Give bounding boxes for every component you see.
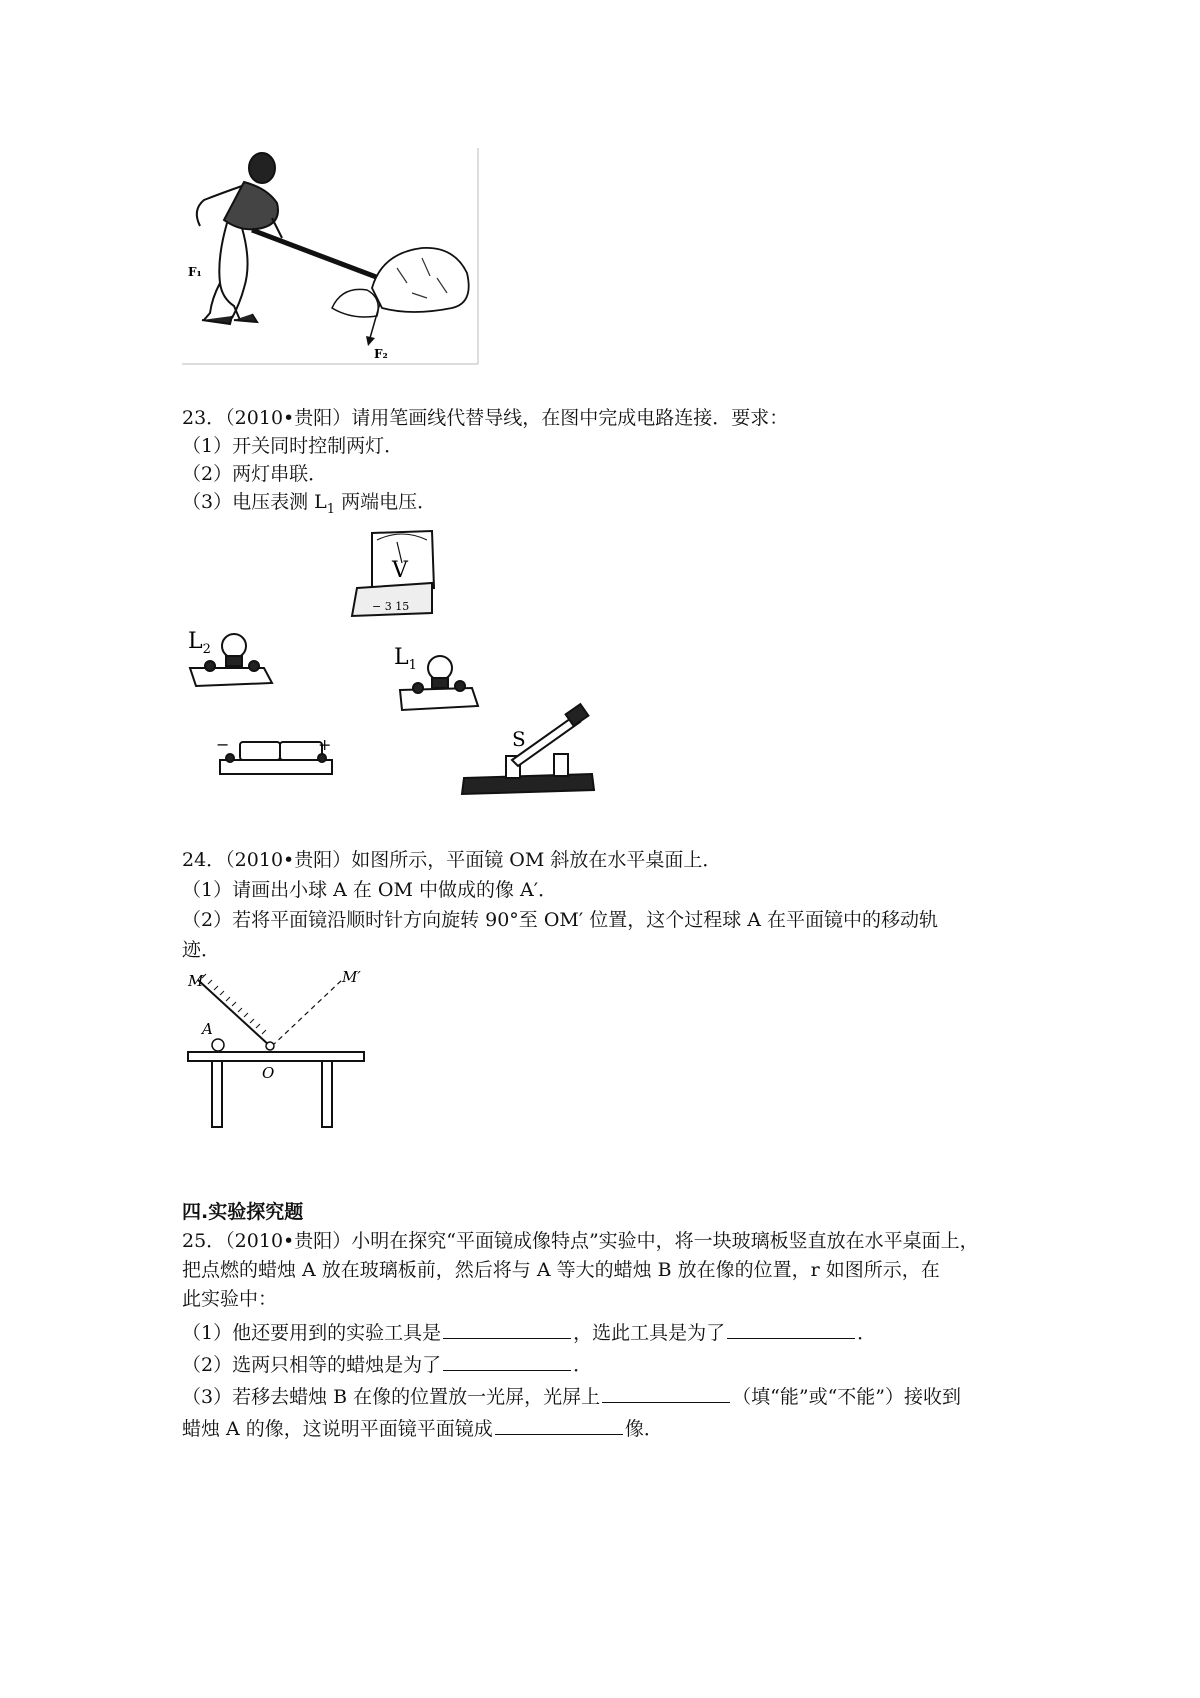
lamp1-label: $L_1$ xyxy=(394,645,417,673)
q25-stem-line1: 25．（2010•贵阳）小明在探究“平面镜成像特点”实验中，将一块玻璃板竖直放在水平桌面上， xyxy=(182,1230,979,1252)
q25-sub2 xyxy=(182,1352,592,1377)
q23-req3-sub: 1 xyxy=(326,501,336,517)
q24-req2-line1: （2）若将平面镜沿顺时针方向旋转 90°至 OM′ 位置，这个过程球 A 在平面镜中的移动轨 xyxy=(182,909,939,931)
q24-req1: （1）请画出小球 A 在 OM 中做成的像 A′． xyxy=(182,879,558,901)
switch xyxy=(462,704,594,794)
q25-sub3-cont-a: 蜡烛 A 的像，这说明平面镜平面镜成 xyxy=(182,1418,493,1440)
lever-bar xyxy=(252,230,392,283)
q25-sub3-cont xyxy=(182,1416,663,1441)
lamp2-label: $L_2$ xyxy=(188,629,211,657)
q25-sub1-c: ． xyxy=(857,1322,877,1344)
rock xyxy=(372,248,469,312)
q23-req3 xyxy=(182,490,436,522)
q25-sub3-b: （填“能”或“不能”）接收到 xyxy=(732,1386,961,1408)
label-a: A xyxy=(202,1020,213,1038)
circuit-illustration xyxy=(182,528,602,813)
label-m: M xyxy=(188,972,204,990)
section-title: 四.实验探究题 xyxy=(182,1201,304,1223)
mirror-table-figure xyxy=(182,966,372,1130)
q25-stem-line3: 此实验中： xyxy=(182,1288,278,1310)
answer-blank-3[interactable] xyxy=(443,1352,571,1371)
f1-label: F₁ xyxy=(188,265,202,279)
q25-sub2-b: ． xyxy=(573,1354,593,1376)
q24-stem: 24．（2010•贵阳）如图所示，平面镜 OM 斜放在水平桌面上． xyxy=(182,849,722,871)
answer-blank-4[interactable] xyxy=(602,1384,730,1403)
battery-plus: + xyxy=(318,735,332,754)
table-leg-left xyxy=(212,1061,222,1127)
battery-minus: − xyxy=(216,735,230,754)
q25-sub1 xyxy=(182,1320,876,1345)
circuit-figure xyxy=(182,528,602,813)
label-o: O xyxy=(262,1064,275,1082)
q23-stem: 23．（2010•贵阳）请用笔画线代替导线，在图中完成电路连接．要求： xyxy=(182,407,789,429)
fulcrum-stone xyxy=(332,289,378,317)
table-top xyxy=(188,1052,364,1061)
ball-a xyxy=(212,1039,224,1051)
lever-illustration xyxy=(182,148,480,366)
voltmeter-letter: V xyxy=(392,558,408,583)
mirror-om-prime xyxy=(272,978,344,1046)
q23-req3-suffix: 两端电压． xyxy=(335,491,437,513)
q25-sub1-a: （1）他还要用到的实验工具是 xyxy=(182,1322,442,1344)
q23-req3-prefix: （3）电压表测 L xyxy=(182,491,327,513)
answer-blank-1[interactable] xyxy=(443,1320,571,1339)
q25-sub3-cont-b: 像． xyxy=(624,1418,663,1440)
label-m-prime: M′ xyxy=(342,968,361,986)
answer-blank-5[interactable] xyxy=(495,1416,623,1435)
switch-label: S xyxy=(512,727,526,751)
q25-sub2-a: （2）选两只相等的蜡烛是为了 xyxy=(182,1354,442,1376)
lever-figure xyxy=(182,148,480,366)
q25-sub3-a: （3）若移去蜡烛 B 在像的位置放一光屏，光屏上 xyxy=(182,1386,601,1408)
q23-req2: （2）两灯串联． xyxy=(182,463,328,485)
q25-stem-line2: 把点燃的蜡烛 A 放在玻璃板前，然后将与 A 等大的蜡烛 B 放在像的位置，r 如图所示，在 xyxy=(182,1259,940,1281)
q23-req1: （1）开关同时控制两灯． xyxy=(182,435,404,457)
table-leg-right xyxy=(322,1061,332,1127)
f2-label: F₂ xyxy=(374,347,388,361)
q25-sub3 xyxy=(182,1384,961,1409)
battery xyxy=(220,742,332,774)
voltmeter-terminals: − 3 15 xyxy=(372,600,410,613)
q24-req2-line2: 迹． xyxy=(182,939,221,961)
mirror-illustration xyxy=(182,966,372,1130)
answer-blank-2[interactable] xyxy=(727,1320,855,1339)
q25-sub1-b: ，选此工具是为了 xyxy=(573,1322,726,1344)
